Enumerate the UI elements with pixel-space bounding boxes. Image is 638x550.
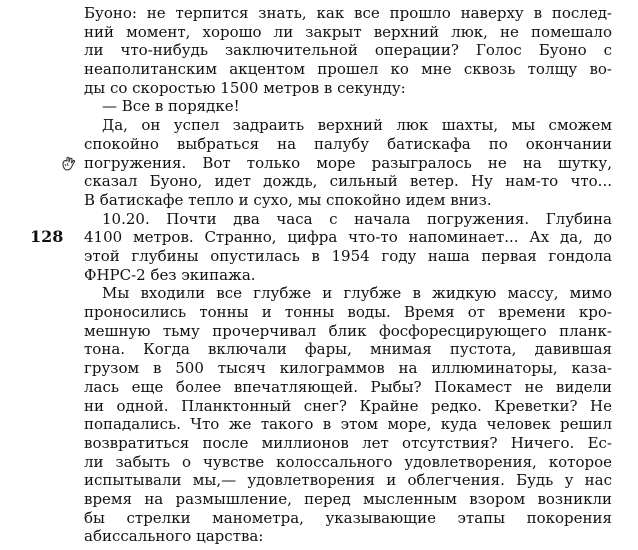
text-line: ФНРС-2 без экипажа. [84, 265, 256, 284]
text-line: абиссального царства: [84, 527, 264, 546]
text-line: грузом в 500 тысяч килограммов на иллюминаторы, каза- [84, 359, 612, 378]
text-line: испытывали мы,— удовлетворения и облегчения. Будь у нас [84, 471, 612, 490]
text-line: этой глубины опустилась в 1954 году наша первая гондола [84, 247, 612, 265]
text-line: бы стрелки манометра, указывающие этапы покорения [84, 508, 612, 527]
text-line: В батискафе тепло и сухо, мы спокойно идем вниз. [84, 190, 492, 209]
text-line: время на размышление, перед мысленным взором возникли [84, 489, 612, 508]
text-line: проносились тонны и тонны воды. Время от времени кро- [84, 303, 612, 321]
text-line: Да, он успел задраить верхний люк шахты, мы сможем [102, 116, 612, 135]
text-line: ний момент, хорошо ли закрыт верхний люк, не помешало [84, 22, 612, 41]
text-line: погружения. Вот только море разыгралось не на шутку, [84, 153, 612, 172]
text-line: ли забыть о чувстве колоссального удовлетворения, которое [84, 452, 612, 471]
text-line: сказал Буоно, идет дождь, сильный ветер. Ну нам-то что... [84, 172, 612, 191]
text-line: — Все в порядке! [102, 97, 240, 116]
text-line: Буоно: не терпится знать, как все прошло наверху в послед- [84, 4, 612, 22]
text-line: тона. Когда включали фары, мнимая пустота, давившая [84, 340, 612, 359]
text-line: 4100 метров. Странно, цифра что-то напоминает... Ах да, до [84, 228, 612, 247]
page-number: 128 [30, 227, 64, 247]
text-line: ли что-нибудь заключительной операции? Голос Буоно с [84, 41, 612, 60]
text-line: возвратиться после миллионов лет отсутствия? Ничего. Ес- [84, 433, 612, 452]
text-line: 10.20. Почти два часа с начала погружения. Глубина [102, 209, 612, 228]
text-line: попадались. Что же такого в этом море, куда человек решил [84, 415, 612, 434]
text-line: лась еще более впечатляющей. Рыбы? Покамест не видели [84, 377, 612, 396]
text-line: ни одной. Планктонный снег? Крайне редко. Креветки? Не [84, 396, 612, 415]
text-line: спокойно выбраться на палубу батискафа по окончании [84, 134, 612, 153]
text-line: неаполитанским акцентом прошел ко мне сквозь толщу во- [84, 60, 612, 79]
text-line: мешную тьму прочерчивал блик фосфоресцирующего планк- [84, 321, 612, 340]
text-line: Мы входили все глубже и глубже в жидкую массу, мимо [102, 284, 612, 303]
text-line: ды со скоростью 1500 метров в секунду: [84, 78, 406, 97]
pointing-hand-icon [61, 155, 79, 173]
